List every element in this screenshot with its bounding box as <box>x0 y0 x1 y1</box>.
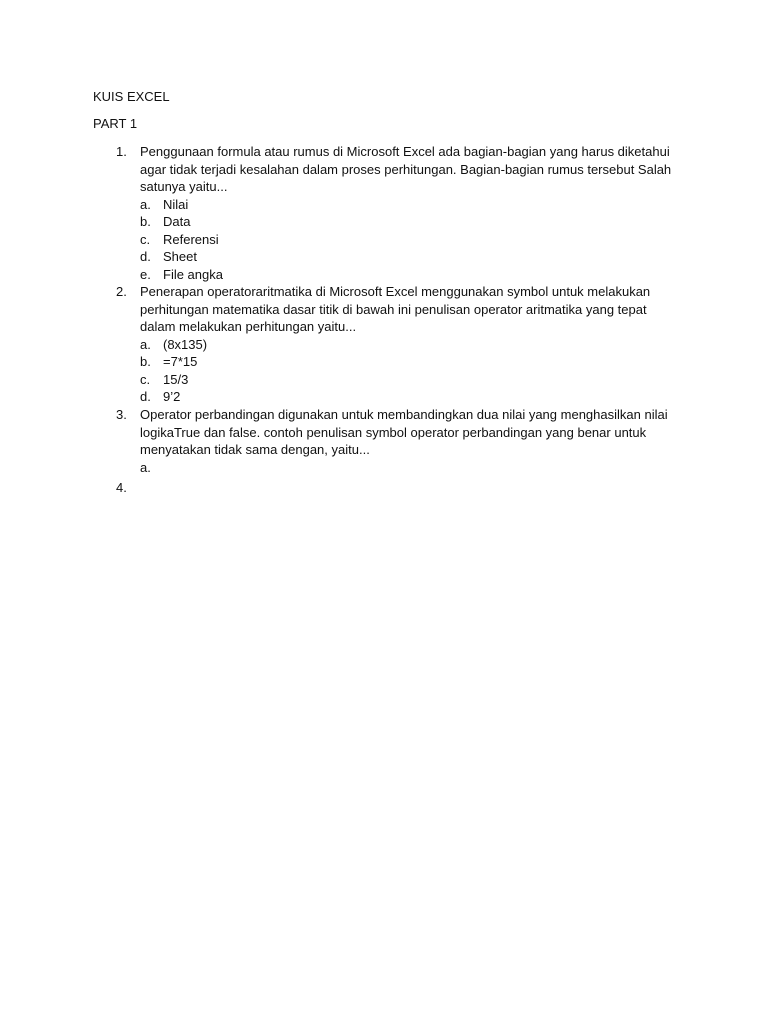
option-text: 15/3 <box>163 371 189 387</box>
option-text: Data <box>163 214 191 229</box>
option-letter: b. <box>140 214 151 229</box>
option-letter: b. <box>140 354 151 369</box>
option-letter: c. <box>140 371 151 387</box>
part-heading: PART 1 <box>93 116 138 131</box>
option-letter: a. <box>140 336 151 352</box>
question-number: 2. <box>116 284 127 299</box>
option-text: Nilai <box>163 196 189 212</box>
question-text: Penggunaan formula atau rumus di Microsoft Excel ada bagian-bagian yang harus diketahui agar tidak terjadi kesalahan dalam proses perhitungan. Bagian-bagian rumus tersebut Salah satunya yaitu... <box>140 144 672 194</box>
question-text: Penerapan operatoraritmatika di Microsoft Excel menggunakan symbol untuk melakukan perhitungan matematika dasar titik di bawah ini penulisan operator aritmatika yang tepat dalam melakukan perhitungan yaitu... <box>140 284 651 334</box>
option-text: 9’2 <box>163 389 181 404</box>
question-text: Operator perbandingan digunakan untuk membandingkan dua nilai yang menghasilkan nilai logikaTrue dan false. contoh penulisan symbol operator perbandingan yang benar untuk menyatakan tidak sama dengan, yaitu... <box>140 407 668 457</box>
option-letter: d. <box>140 249 151 264</box>
option-letter: e. <box>140 266 151 282</box>
question-number: 4. <box>116 480 127 495</box>
document-title: KUIS EXCEL <box>93 89 170 104</box>
question-number: 1. <box>116 144 127 159</box>
option-letter: a. <box>140 459 151 475</box>
question-number: 3. <box>116 407 127 422</box>
option-text: =7*15 <box>163 354 198 369</box>
option-text: (8x135) <box>163 336 208 352</box>
option-text: File angka <box>163 266 223 282</box>
option-letter: c. <box>140 231 151 247</box>
option-text: Sheet <box>163 249 197 264</box>
option-letter: a. <box>140 196 151 212</box>
option-letter: d. <box>140 389 151 404</box>
option-text: Referensi <box>163 231 219 247</box>
